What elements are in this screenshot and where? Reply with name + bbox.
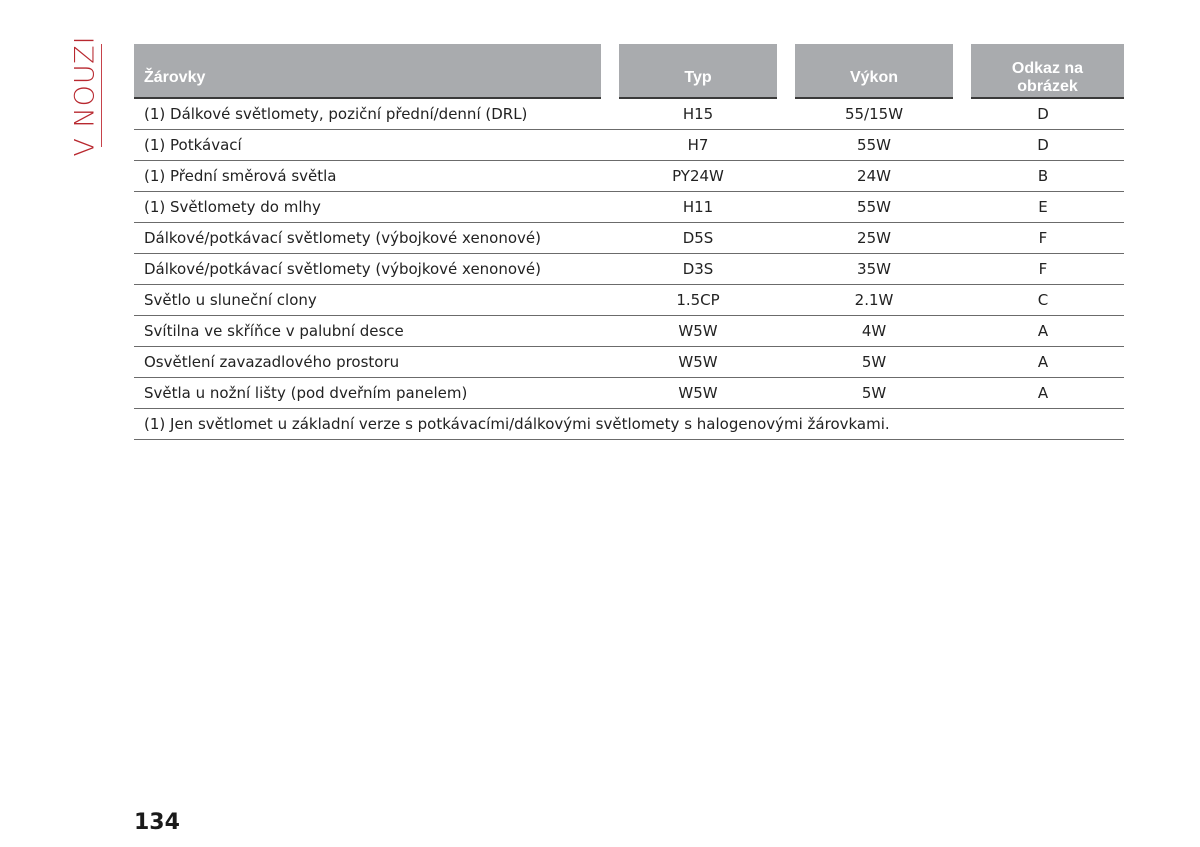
table-row	[134, 161, 1124, 192]
table-header-row	[134, 44, 1124, 98]
bulb-power: 35W	[786, 254, 962, 285]
bulb-figure-ref: E	[962, 192, 1124, 223]
section-title: V NOUZI	[69, 35, 101, 157]
bulb-figure-ref: A	[962, 378, 1124, 409]
table-row	[134, 285, 1124, 316]
bulb-power: 4W	[786, 316, 962, 347]
table-row	[134, 347, 1124, 378]
bulb-figure-ref: D	[962, 98, 1124, 130]
table-footnote: (1) Jen světlomet u základní verze s potkávacími/dálkovými světlomety s halogenovými žárovkami.	[134, 409, 1124, 440]
bulb-figure-ref: B	[962, 161, 1124, 192]
bulb-name: Světla u nožní lišty (pod dveřním panelem)	[134, 378, 610, 409]
header-bulbs: Žárovky	[134, 44, 610, 98]
bulb-figure-ref: F	[962, 254, 1124, 285]
bulb-power: 5W	[786, 347, 962, 378]
bulb-type: H11	[610, 192, 786, 223]
bulb-type: W5W	[610, 347, 786, 378]
bulb-figure-ref: A	[962, 316, 1124, 347]
bulb-name: Dálkové/potkávací světlomety (výbojkové xenonové)	[134, 254, 610, 285]
bulb-type: PY24W	[610, 161, 786, 192]
header-figure-ref: Odkaz na obrázek	[962, 44, 1124, 98]
bulb-name: (1) Dálkové světlomety, poziční přední/denní (DRL)	[134, 98, 610, 130]
bulb-name: Světlo u sluneční clony	[134, 285, 610, 316]
page-number: 134	[134, 810, 180, 835]
bulb-type: 1.5CP	[610, 285, 786, 316]
bulb-power: 55W	[786, 192, 962, 223]
table-row	[134, 254, 1124, 285]
bulb-type: D5S	[610, 223, 786, 254]
bulb-power: 2.1W	[786, 285, 962, 316]
bulb-name: (1) Přední směrová světla	[134, 161, 610, 192]
bulb-figure-ref: D	[962, 130, 1124, 161]
bulb-type: W5W	[610, 316, 786, 347]
section-tab	[69, 35, 101, 157]
bulb-type: W5W	[610, 378, 786, 409]
bulb-figure-ref: A	[962, 347, 1124, 378]
header-power: Výkon	[786, 44, 962, 98]
bulb-type: H15	[610, 98, 786, 130]
table-row	[134, 378, 1124, 409]
table-row	[134, 316, 1124, 347]
bulb-power: 5W	[786, 378, 962, 409]
header-type: Typ	[610, 44, 786, 98]
bulb-power: 25W	[786, 223, 962, 254]
bulb-table	[134, 44, 1124, 440]
bulb-figure-ref: C	[962, 285, 1124, 316]
table-row	[134, 192, 1124, 223]
bulb-power: 24W	[786, 161, 962, 192]
table-row	[134, 223, 1124, 254]
bulb-name: (1) Potkávací	[134, 130, 610, 161]
bulb-type: D3S	[610, 254, 786, 285]
bulb-type: H7	[610, 130, 786, 161]
bulb-name: (1) Světlomety do mlhy	[134, 192, 610, 223]
section-divider	[101, 44, 102, 147]
table-row	[134, 130, 1124, 161]
bulb-name: Dálkové/potkávací světlomety (výbojkové xenonové)	[134, 223, 610, 254]
bulb-power: 55/15W	[786, 98, 962, 130]
footnote-row	[134, 409, 1124, 440]
bulb-power: 55W	[786, 130, 962, 161]
bulb-name: Svítilna ve skříňce v palubní desce	[134, 316, 610, 347]
table-row	[134, 98, 1124, 130]
bulb-figure-ref: F	[962, 223, 1124, 254]
bulb-name: Osvětlení zavazadlového prostoru	[134, 347, 610, 378]
